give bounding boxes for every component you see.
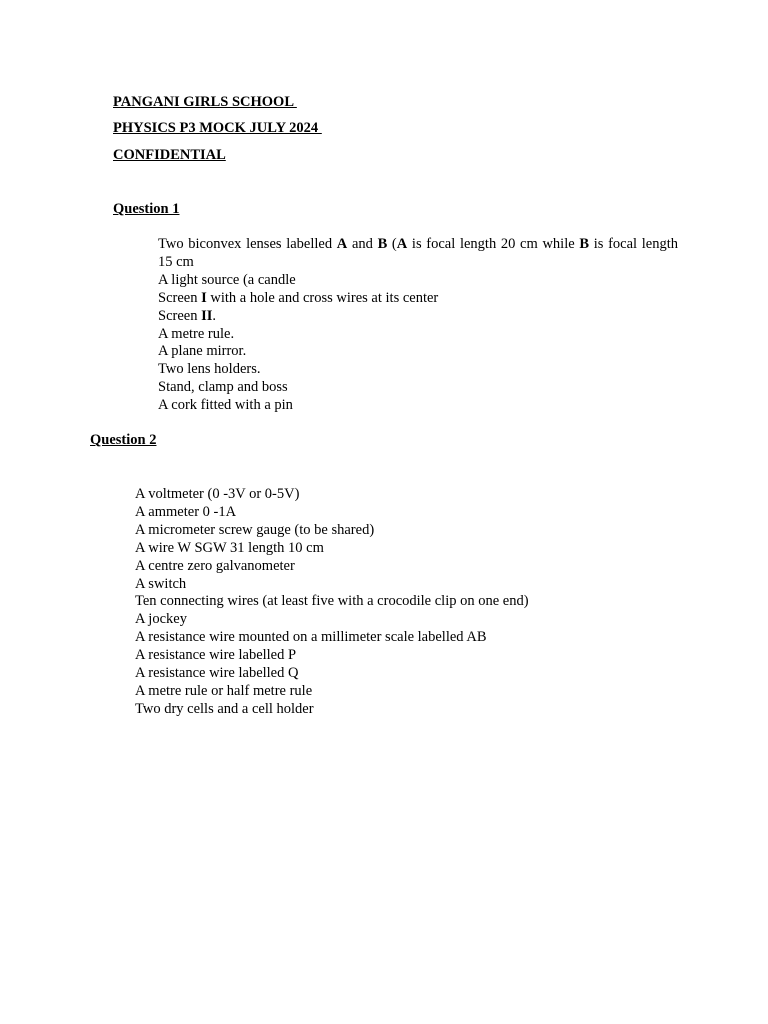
list-item: Ten connecting wires (at least five with a crocodile clip on one end) — [135, 593, 529, 610]
list-item: A resistance wire labelled P — [135, 647, 297, 664]
exam-title: PHYSICS P3 MOCK JULY 2024 — [113, 120, 322, 136]
lens-text-1: Two biconvex lenses labelled — [158, 236, 337, 252]
screen1-pre: Screen — [158, 289, 202, 306]
list-item-screen-1 — [158, 290, 678, 308]
list-item-candle: A light source (a candle — [158, 271, 296, 288]
question-2-title: Question 2 — [90, 432, 157, 448]
screen2-pre: Screen — [158, 307, 202, 324]
question-2-apparatus-list — [135, 486, 695, 719]
lens-label-b-ref: B — [579, 236, 590, 252]
lens-label-a: A — [336, 236, 348, 252]
lens-text-4: is focal length 20 cm while — [407, 236, 580, 252]
list-item: A resistance wire mounted on a millimeter scale labelled AB — [135, 629, 487, 646]
list-item-screen-2 — [158, 308, 678, 326]
list-item: A jockey — [135, 611, 187, 628]
list-item: A resistance wire labelled Q — [135, 665, 299, 682]
question-1-title: Question 1 — [113, 201, 180, 217]
list-item-lenses — [158, 236, 678, 272]
list-item: A plane mirror. — [158, 343, 247, 360]
list-item: A voltmeter (0 -3V or 0-5V) — [135, 486, 300, 502]
screen1-post: with a hole and cross wires at its center — [206, 289, 439, 306]
screen2-numeral: II — [201, 307, 213, 324]
list-item: A wire W SGW 31 length 10 cm — [135, 539, 324, 556]
lens-label-b: B — [377, 236, 388, 252]
lens-text-2: and — [347, 236, 378, 252]
list-item: A centre zero galvanometer — [135, 557, 295, 574]
list-item: A cork fitted with a pin — [158, 397, 293, 414]
list-item: Two dry cells and a cell holder — [135, 700, 314, 717]
list-item: Stand, clamp and boss — [158, 379, 288, 396]
lens-label-a-ref: A — [396, 236, 408, 252]
screen2-post: . — [212, 307, 216, 324]
lens-text-5: is focal length 15 cm — [158, 236, 678, 270]
list-item: A metre rule. — [158, 325, 235, 342]
list-item: A switch — [135, 575, 187, 592]
question-1-apparatus-list — [158, 236, 678, 415]
list-item: A micrometer screw gauge (to be shared) — [135, 521, 375, 538]
list-item: A ammeter 0 -1A — [135, 503, 237, 520]
list-item: Two lens holders. — [158, 361, 261, 378]
list-item: A metre rule or half metre rule — [135, 682, 313, 699]
school-name: PANGANI GIRLS SCHOOL — [113, 94, 297, 110]
screen1-numeral: I — [201, 289, 207, 306]
confidential-label: CONFIDENTIAL — [113, 147, 226, 163]
lens-text-3: ( — [387, 236, 397, 252]
